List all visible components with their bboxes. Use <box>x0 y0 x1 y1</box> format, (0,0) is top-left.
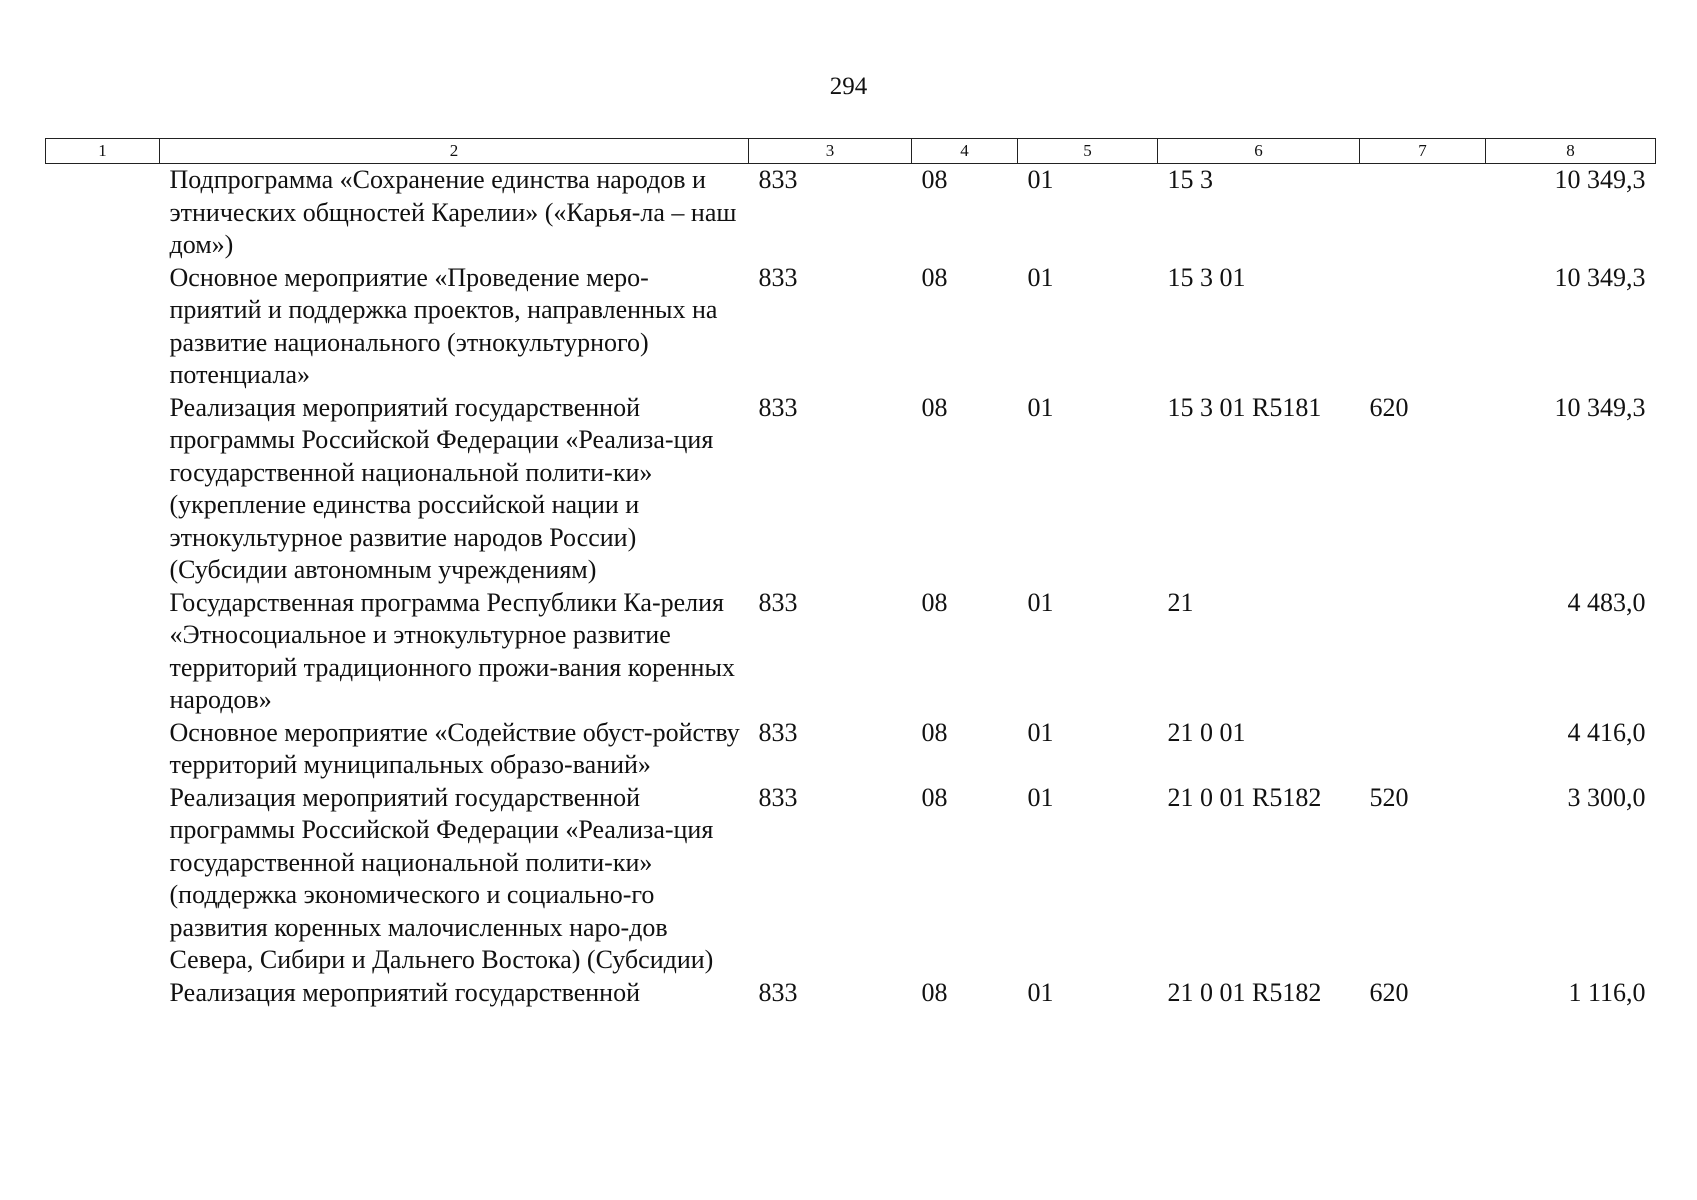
target-article-cell: 15 3 01 R5181 <box>1167 392 1322 422</box>
header-cell-subsection: 5 <box>1018 139 1158 164</box>
amount-cell: 3 300,0 <box>1567 782 1646 812</box>
ministry-cell: 833 <box>758 392 798 422</box>
expense-type-cell <box>1360 262 1486 392</box>
header-cell-amount: 8 <box>1486 139 1656 164</box>
expense-type-cell: 620 <box>1369 392 1409 422</box>
target-article-cell: 21 0 01 <box>1167 717 1246 747</box>
row-number-cell <box>46 782 160 977</box>
page-number: 294 <box>829 73 868 100</box>
subsection-cell: 01 <box>1027 262 1054 292</box>
table-row <box>46 392 1656 587</box>
name-cell: Реализация мероприятий государственной <box>169 977 641 1007</box>
budget-table <box>45 138 1656 1009</box>
expense-type-cell <box>1360 717 1486 782</box>
subsection-cell: 01 <box>1027 165 1054 194</box>
table-row <box>46 587 1656 717</box>
subsection-cell: 01 <box>1027 782 1054 812</box>
row-number-cell <box>46 587 160 717</box>
header-cell-section: 4 <box>912 139 1018 164</box>
subsection-cell: 01 <box>1027 587 1054 617</box>
name-cell: Основное мероприятие «Проведение меро-приятий и поддержка проектов, направленных на развитие национального (этнокультурного) потенциала» <box>169 262 718 389</box>
name-cell: Подпрограмма «Сохранение единства народов и этнических общностей Карелии» («Карья-ла – наш дом») <box>169 165 737 259</box>
amount-cell: 1 116,0 <box>1568 977 1646 1007</box>
name-cell: Реализация мероприятий государственной программы Российской Федерации «Реализа-ция государственной национальной полити-ки» (укрепление единства российской нации и этнокультурное развитие народов России) (Субсидии автономным учреждениям) <box>169 392 714 584</box>
target-article-cell: 15 3 01 <box>1167 262 1246 292</box>
ministry-cell: 833 <box>758 717 798 747</box>
expense-type-cell: 620 <box>1369 977 1409 1007</box>
table-row <box>46 977 1656 1010</box>
header-cell-name: 2 <box>160 139 749 164</box>
table-row <box>46 164 1656 262</box>
row-number-cell <box>46 977 160 1010</box>
row-number-cell <box>46 164 160 262</box>
target-article-cell: 15 3 <box>1167 165 1213 194</box>
expense-type-cell <box>1360 164 1486 262</box>
expense-type-cell <box>1360 587 1486 717</box>
header-cell-ministry: 3 <box>749 139 912 164</box>
table-row <box>46 717 1656 782</box>
amount-cell: 10 349,3 <box>1554 262 1646 292</box>
target-article-cell: 21 <box>1167 587 1194 617</box>
section-cell: 08 <box>921 392 948 422</box>
ministry-cell: 833 <box>758 782 798 812</box>
row-number-cell <box>46 262 160 392</box>
name-cell: Основное мероприятие «Содействие обуст-ройству территорий муниципальных образо-ваний» <box>169 717 740 779</box>
ministry-cell: 833 <box>758 165 798 194</box>
row-number-cell <box>46 392 160 587</box>
table-body <box>46 164 1656 1010</box>
header-cell-target-article: 6 <box>1158 139 1360 164</box>
name-cell: Реализация мероприятий государственной программы Российской Федерации «Реализа-ция государственной национальной полити-ки» (поддержка экономического и социально-го развития коренных малочисленных наро-дов Севера, Сибири и Дальнего Востока) (Субсидии) <box>169 782 714 974</box>
table-row <box>46 262 1656 392</box>
subsection-cell: 01 <box>1027 977 1054 1007</box>
header-cell-row-number: 1 <box>46 139 160 164</box>
section-cell: 08 <box>921 262 948 292</box>
section-cell: 08 <box>921 782 948 812</box>
table-row <box>46 782 1656 977</box>
amount-cell: 10 349,3 <box>1554 165 1646 194</box>
table-header <box>46 139 1656 164</box>
section-cell: 08 <box>921 977 948 1007</box>
expense-type-cell: 520 <box>1369 782 1409 812</box>
header-cell-expense-type: 7 <box>1360 139 1486 164</box>
target-article-cell: 21 0 01 R5182 <box>1167 977 1322 1007</box>
amount-cell: 4 416,0 <box>1567 717 1646 747</box>
ministry-cell: 833 <box>758 977 798 1007</box>
subsection-cell: 01 <box>1027 392 1054 422</box>
section-cell: 08 <box>921 587 948 617</box>
amount-cell: 10 349,3 <box>1554 392 1646 422</box>
subsection-cell: 01 <box>1027 717 1054 747</box>
name-cell: Государственная программа Республики Ка-релия «Этносоциальное и этнокультурное развитие территорий традиционного прожи-вания коренных народов» <box>169 587 735 714</box>
target-article-cell: 21 0 01 R5182 <box>1167 782 1322 812</box>
section-cell: 08 <box>921 165 948 194</box>
row-number-cell <box>46 717 160 782</box>
ministry-cell: 833 <box>758 587 798 617</box>
ministry-cell: 833 <box>758 262 798 292</box>
header-row <box>46 139 1656 164</box>
amount-cell: 4 483,0 <box>1567 587 1646 617</box>
section-cell: 08 <box>921 717 948 747</box>
